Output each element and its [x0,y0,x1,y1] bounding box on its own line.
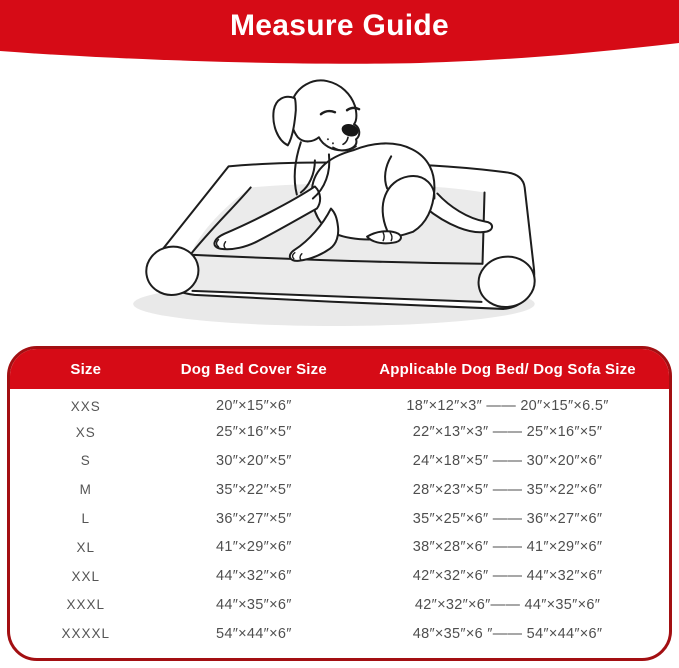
cell-applicable: 48″×35″×6 ″—— 54″×44″×6″ [412,625,603,642]
dog-ear [273,97,295,146]
dog-bed-drawing [128,60,560,326]
column-header-size: Size [10,349,162,389]
table-row [10,447,669,476]
cell-cover: 54″×44″×6″ [215,625,292,642]
table-row [10,591,669,620]
column-header-applicable-size: Applicable Dog Bed/ Dog Sofa Size [346,349,669,389]
cell-applicable: 42″×32″×6″—— 44″×35″×6″ [414,596,601,613]
dog-head [290,80,359,150]
cell-cover: 30″×20″×5″ [215,452,292,469]
cell-applicable: 28″×23″×5″ —— 35″×22″×6″ [412,481,603,498]
table-row [10,533,669,562]
cell-applicable: 38″×28″×6″ —— 41″×29″×6″ [412,539,603,556]
table-header-row [10,349,669,389]
size-table-card [7,346,672,661]
cell-size: L [81,511,91,527]
cell-cover: 20″×15″×6″ [215,398,292,415]
cell-cover: 35″×22″×5″ [215,481,292,498]
dog-on-bed-illustration [128,60,560,326]
cell-cover: 44″×32″×6″ [215,568,292,585]
cell-size: XXXXL [61,626,111,642]
table-row [10,475,669,504]
cell-size: M [79,482,92,498]
cell-size: XL [76,539,96,555]
column-header-cover-size: Dog Bed Cover Size [162,349,347,389]
table-row [10,504,669,533]
table-row [10,418,669,447]
cell-applicable: 42″×32″×6″ —— 44″×32″×6″ [412,568,603,585]
page-title: Measure Guide [230,9,449,42]
size-table [10,349,669,648]
cell-size: S [80,453,91,469]
table-row [10,389,669,418]
cell-cover: 44″×35″×6″ [215,596,292,613]
page-banner [0,0,679,66]
cell-applicable: 24″×18″×5″ —— 30″×20″×6″ [412,452,603,469]
cell-cover: 41″×29″×6″ [215,539,292,556]
cell-applicable: 18″×12″×3″ —— 20″×15″×6.5″ [406,398,609,415]
cell-applicable: 35″×25″×6″ —— 36″×27″×6″ [412,510,603,527]
cell-applicable: 22″×13″×3″ —— 25″×16″×5″ [412,424,603,441]
cell-cover: 25″×16″×5″ [215,424,292,441]
cell-size: XXL [71,568,101,584]
cell-size: XXS [70,398,101,414]
cell-cover: 36″×27″×5″ [215,510,292,527]
cell-size: XS [75,424,96,440]
cell-size: XXXL [66,597,106,613]
table-row [10,619,669,648]
table-row [10,562,669,591]
